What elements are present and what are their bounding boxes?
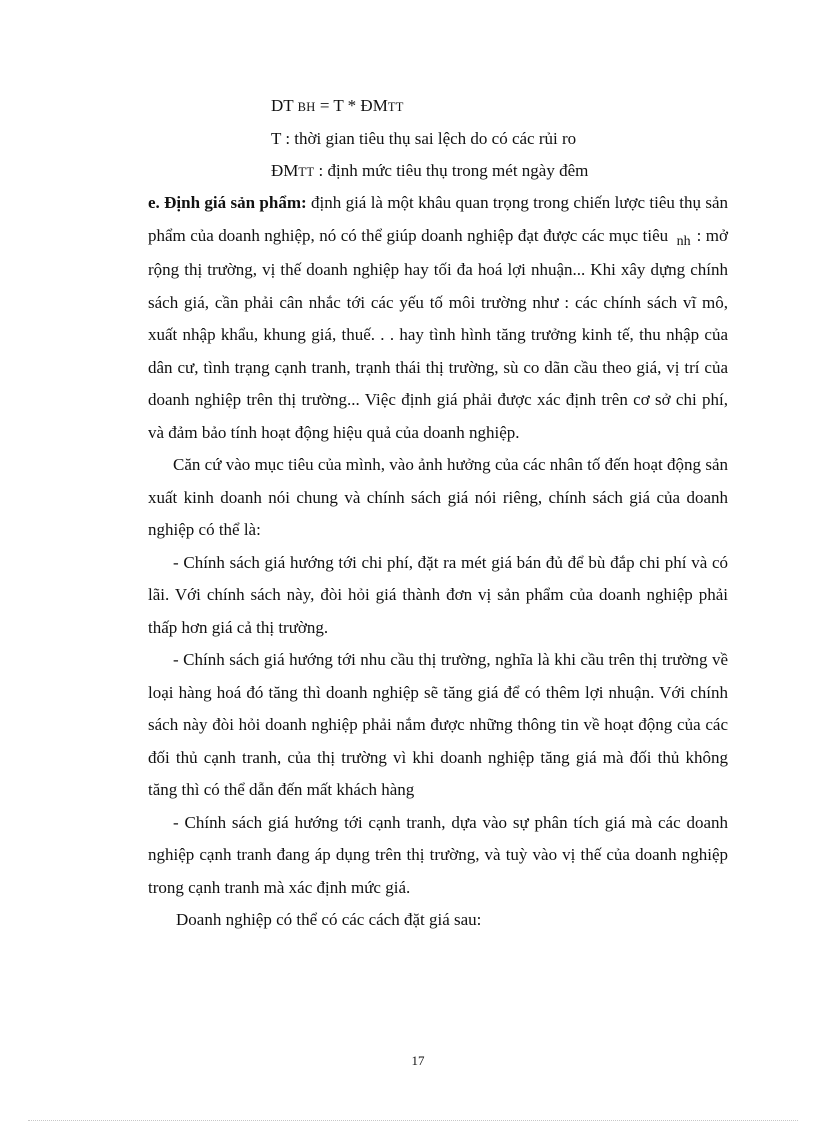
section-e-text-part2: : mở rộng thị trường, vị thế doanh nghiệp hay tối đa hoá lợi nhuận... Khi xây dựng chính sách giá, cần phải cân nhắc tới các yếu tố môi trường như : các chính sách vĩ mô, xuất nhập khẩu, khung giá, thuế. . . hay tình hình tăng trưởng kinh tế, thu nhập của dân cư, tình trạng cạnh tranh, trạnh thái thị trường, sù co dãn cầu theo giá, vị trí của doanh nghiệp trên thị trường... Việc định giá phải được xác định trên cơ sở chi phí, và đảm bảo tính hoạt động hiệu quả của doanh nghiệp. bbox=[148, 225, 729, 442]
section-e-paragraph bbox=[148, 187, 728, 449]
paragraph-basis: Căn cứ vào mục tiêu của mình, vào ảnh hưởng của các nhân tố đến hoạt động sản xuất kinh doanh nói chung và chính sách giá nói riêng, chính sách giá của doanh nghiệp có thể là: bbox=[148, 455, 728, 539]
revenue-formula bbox=[271, 96, 404, 117]
formula-dt: DT bbox=[271, 96, 294, 115]
formula-dt-subscript: BH bbox=[297, 100, 316, 114]
section-e-heading: e. Định giá sản phẩm: bbox=[148, 193, 307, 212]
definition-dm-text: : định mức tiêu thụ trong mét ngày đêm bbox=[314, 161, 589, 180]
definition-dm-symbol: ĐM bbox=[271, 161, 299, 180]
paragraph-demand-policy: - Chính sách giá hướng tới nhu cầu thị trường, nghĩa là khi cầu trên thị trường về loại hàng hoá đó tăng thì doanh nghiệp sẽ tăng giá để có thêm lợi nhuận. Với chính sách này đòi hỏi doanh nghiệp phải nắm được những thông tin về hoạt động của các đối thủ cạnh tranh, của thị trường vì khi doanh nghiệp tăng giá mà đối thủ không tăng thì có thể dẫn đến mất khách hàng bbox=[148, 650, 728, 799]
paragraph-pricing-methods: Doanh nghiệp có thể có các cách đặt giá sau: bbox=[176, 910, 482, 929]
section-e-nh-fragment: nh bbox=[676, 233, 691, 249]
definition-dm bbox=[271, 161, 588, 182]
definition-t-text: T : thời gian tiêu thụ sai lệch do có các rủi ro bbox=[271, 129, 577, 148]
page-number: 17 bbox=[411, 1053, 425, 1068]
section-e-text-part1: định giá là một khâu quan trọng trong chiến lược tiêu thụ sản phẩm của doanh nghiệp, nó có thể giúp doanh nghiệp đạt được các mục tiêu bbox=[148, 193, 728, 245]
main-text bbox=[148, 187, 728, 937]
definition-dm-subscript: TT bbox=[298, 165, 315, 179]
formula-equation: = T * ĐM bbox=[315, 96, 388, 115]
page-bottom-rule bbox=[28, 1120, 798, 1121]
formula-dm-subscript: TT bbox=[387, 100, 404, 114]
definition-t bbox=[271, 129, 576, 149]
paragraph-cost-policy: - Chính sách giá hướng tới chi phí, đặt ra mét giá bán đủ để bù đắp chi phí và có lãi. Với chính sách này, đòi hỏi giá thành đơn vị sản phẩm của doanh nghiệp phải thấp hơn giá cả thị trường. bbox=[148, 552, 728, 637]
paragraph-competition-policy: - Chính sách giá hướng tới cạnh tranh, dựa vào sự phân tích giá mà các doanh nghiệp cạnh tranh đang áp dụng trên thị trường, và tuỳ vào vị thế của doanh nghiệp trong cạnh tranh mà xác định mức giá. bbox=[148, 812, 728, 897]
